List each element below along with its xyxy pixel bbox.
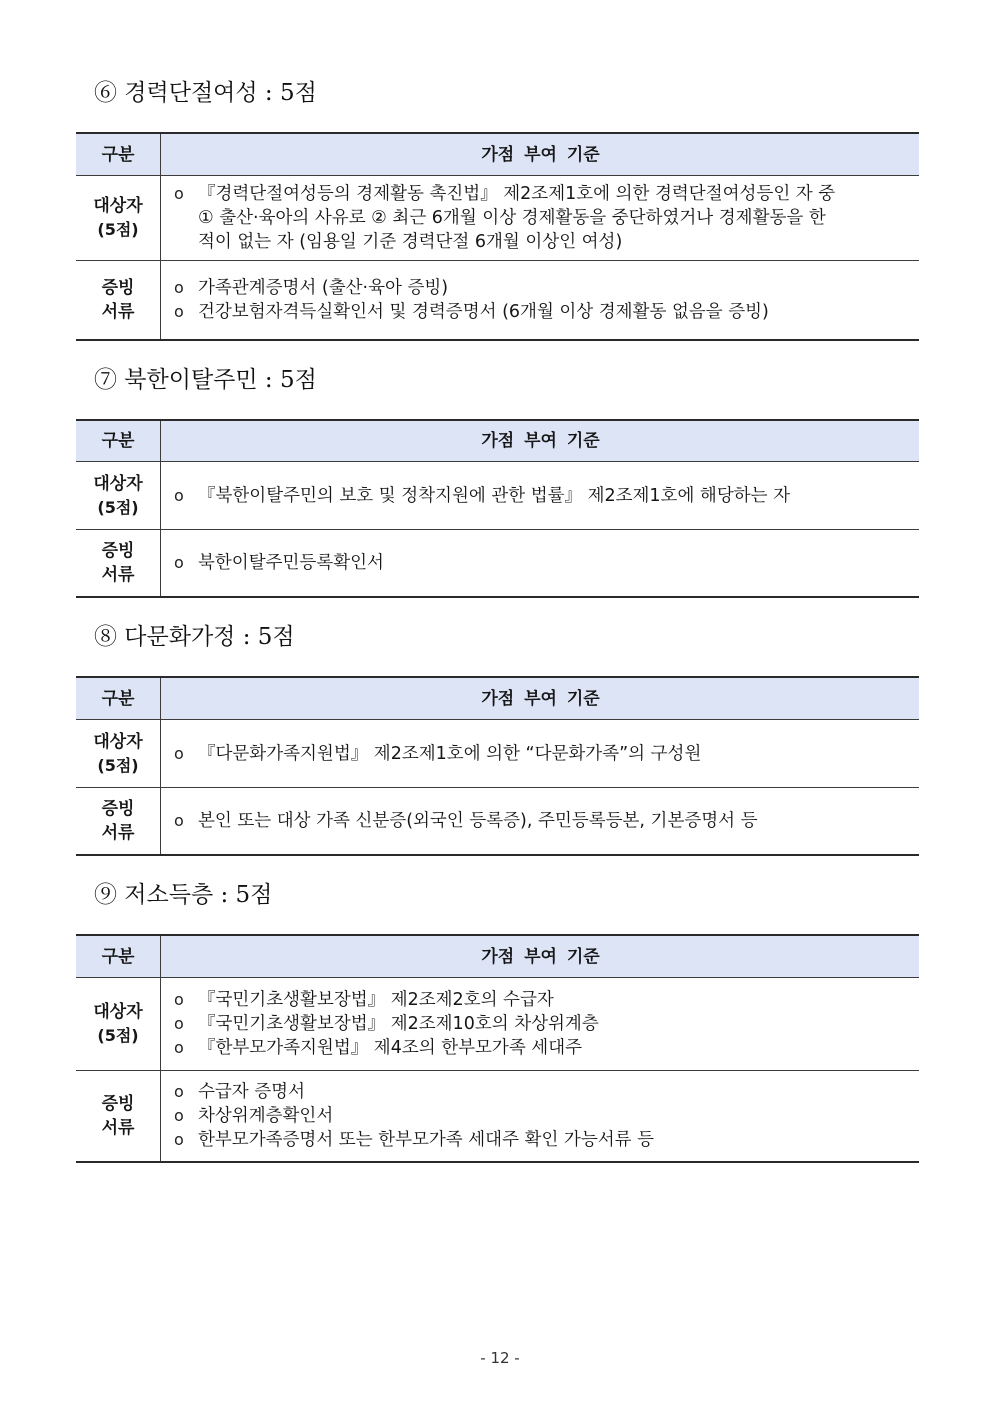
section-heading: ⑨ 저소득층 : 5점 (94, 882, 273, 908)
row-label-main: 대상자 (93, 196, 143, 216)
evidence-item (174, 1080, 907, 1104)
criteria-item (174, 182, 907, 254)
section-career-break-women (0, 80, 1000, 341)
row-content (161, 530, 919, 596)
row-label-sub: 서류 (101, 1118, 135, 1138)
row-label-main: 증빙 (101, 1094, 135, 1114)
criteria-text-line: ① 출산·육아의 사유로 ② 최근 6개월 이상 경제활동을 중단하였거나 경제활동을 한 (198, 208, 826, 228)
section-low-income (0, 882, 1000, 1163)
criteria-table (76, 676, 919, 856)
criteria-table (76, 132, 919, 341)
header-category: 구분 (76, 936, 161, 977)
section-heading: ⑧ 다문화가정 : 5점 (94, 624, 295, 650)
bullet-marker: o (174, 1014, 184, 1033)
table-row-evidence (76, 530, 919, 596)
criteria-table (76, 419, 919, 598)
bullet-marker: o (174, 184, 184, 203)
evidence-item (174, 809, 907, 833)
table-header-row (76, 678, 919, 720)
row-label-sub: (5점) (97, 755, 139, 775)
header-criteria: 가점 부여 기준 (481, 431, 600, 451)
bullet-marker: o (174, 990, 184, 1009)
table-header-row (76, 936, 919, 978)
section-multicultural-family (0, 624, 1000, 856)
criteria-text: 『한부모가족지원법』 제4조의 한부모가족 세대주 (198, 1038, 583, 1058)
criteria-item (174, 484, 907, 508)
bullet-marker: o (174, 485, 184, 505)
row-label (76, 462, 161, 529)
table-row-target (76, 462, 919, 530)
row-label-main: 증빙 (101, 278, 135, 298)
row-label (76, 530, 161, 596)
section-heading: ⑦ 북한이탈주민 : 5점 (94, 367, 317, 393)
criteria-text (198, 182, 907, 254)
row-content (161, 788, 919, 854)
criteria-text-line: 적이 없는 자 (임용일 기준 경력단절 6개월 이상인 여성) (198, 232, 623, 252)
row-label-sub: (5점) (97, 497, 139, 517)
table-header-row (76, 421, 919, 462)
row-content (161, 462, 919, 529)
criteria-text: 『북한이탈주민의 보호 및 정착지원에 관한 법률』 제2조제1호에 해당하는 자 (198, 485, 791, 506)
evidence-text: 북한이탈주민등록확인서 (198, 553, 384, 573)
table-row-evidence (76, 261, 919, 339)
row-label (76, 176, 161, 260)
table-row-target (76, 978, 919, 1071)
criteria-text: 『국민기초생활보장법』 제2조제2호의 수급자 (198, 990, 554, 1010)
row-label-main: 증빙 (101, 799, 135, 819)
row-label (76, 978, 161, 1070)
row-label-main: 대상자 (93, 731, 143, 752)
criteria-item (174, 742, 907, 766)
row-content (161, 176, 919, 260)
header-criteria: 가점 부여 기준 (481, 688, 600, 709)
criteria-item (174, 988, 907, 1012)
evidence-item (174, 551, 907, 575)
row-label (76, 261, 161, 339)
section-north-korean-defectors (0, 367, 1000, 598)
evidence-item (174, 276, 907, 300)
row-label (76, 788, 161, 854)
bullet-marker: o (174, 302, 184, 321)
evidence-item (174, 1104, 907, 1128)
row-label-main: 대상자 (93, 473, 143, 494)
evidence-text: 건강보험자격득실확인서 및 경력증명서 (6개월 이상 경제활동 없음을 증빙) (198, 302, 769, 322)
bullet-marker: o (174, 1106, 184, 1125)
header-criteria: 가점 부여 기준 (481, 144, 600, 165)
section-heading: ⑥ 경력단절여성 : 5점 (94, 80, 317, 106)
header-category: 구분 (76, 134, 161, 175)
row-content (161, 720, 919, 787)
criteria-table (76, 934, 919, 1163)
evidence-item (174, 300, 907, 324)
row-label (76, 1071, 161, 1161)
evidence-text: 가족관계증명서 (출산·육아 증빙) (198, 278, 449, 298)
criteria-text: 『다문화가족지원법』 제2조제1호에 의한 “다문화가족”의 구성원 (198, 743, 702, 764)
criteria-item (174, 1036, 907, 1060)
row-label-main: 대상자 (93, 1002, 143, 1022)
row-label-sub: (5점) (97, 220, 139, 239)
row-label (76, 720, 161, 787)
row-content (161, 261, 919, 339)
table-row-target (76, 176, 919, 261)
row-label-main: 증빙 (101, 541, 135, 561)
criteria-text-line: 『경력단절여성등의 경제활동 촉진법』 제2조제1호에 의한 경력단절여성등인 자 중 (198, 184, 836, 204)
bullet-marker: o (174, 1038, 184, 1057)
row-label-sub: 서류 (101, 302, 135, 322)
evidence-item (174, 1128, 907, 1152)
page-number: - 12 - (480, 1349, 520, 1367)
header-category: 구분 (76, 678, 161, 719)
row-content (161, 1071, 919, 1161)
table-row-evidence (76, 1071, 919, 1161)
header-criteria: 가점 부여 기준 (481, 946, 600, 967)
bullet-marker: o (174, 278, 184, 297)
bullet-marker: o (174, 1082, 184, 1101)
evidence-text: 한부모가족증명서 또는 한부모가족 세대주 확인 가능서류 등 (198, 1130, 654, 1150)
criteria-text: 『국민기초생활보장법』 제2조제10호의 차상위계층 (198, 1014, 599, 1034)
row-content (161, 978, 919, 1070)
table-row-target (76, 720, 919, 788)
table-row-evidence (76, 788, 919, 854)
row-label-sub: (5점) (97, 1026, 139, 1045)
evidence-text: 수급자 증명서 (198, 1082, 305, 1102)
bullet-marker: o (174, 553, 184, 572)
table-header-row (76, 134, 919, 176)
bullet-marker: o (174, 743, 184, 763)
bullet-marker: o (174, 811, 184, 830)
bullet-marker: o (174, 1130, 184, 1149)
row-label-sub: 서류 (101, 565, 135, 585)
criteria-item (174, 1012, 907, 1036)
evidence-text: 차상위계층확인서 (198, 1106, 334, 1126)
row-label-sub: 서류 (101, 823, 135, 843)
header-category: 구분 (76, 421, 161, 461)
evidence-text: 본인 또는 대상 가족 신분증(외국인 등록증), 주민등록등본, 기본증명서 등 (198, 811, 758, 831)
